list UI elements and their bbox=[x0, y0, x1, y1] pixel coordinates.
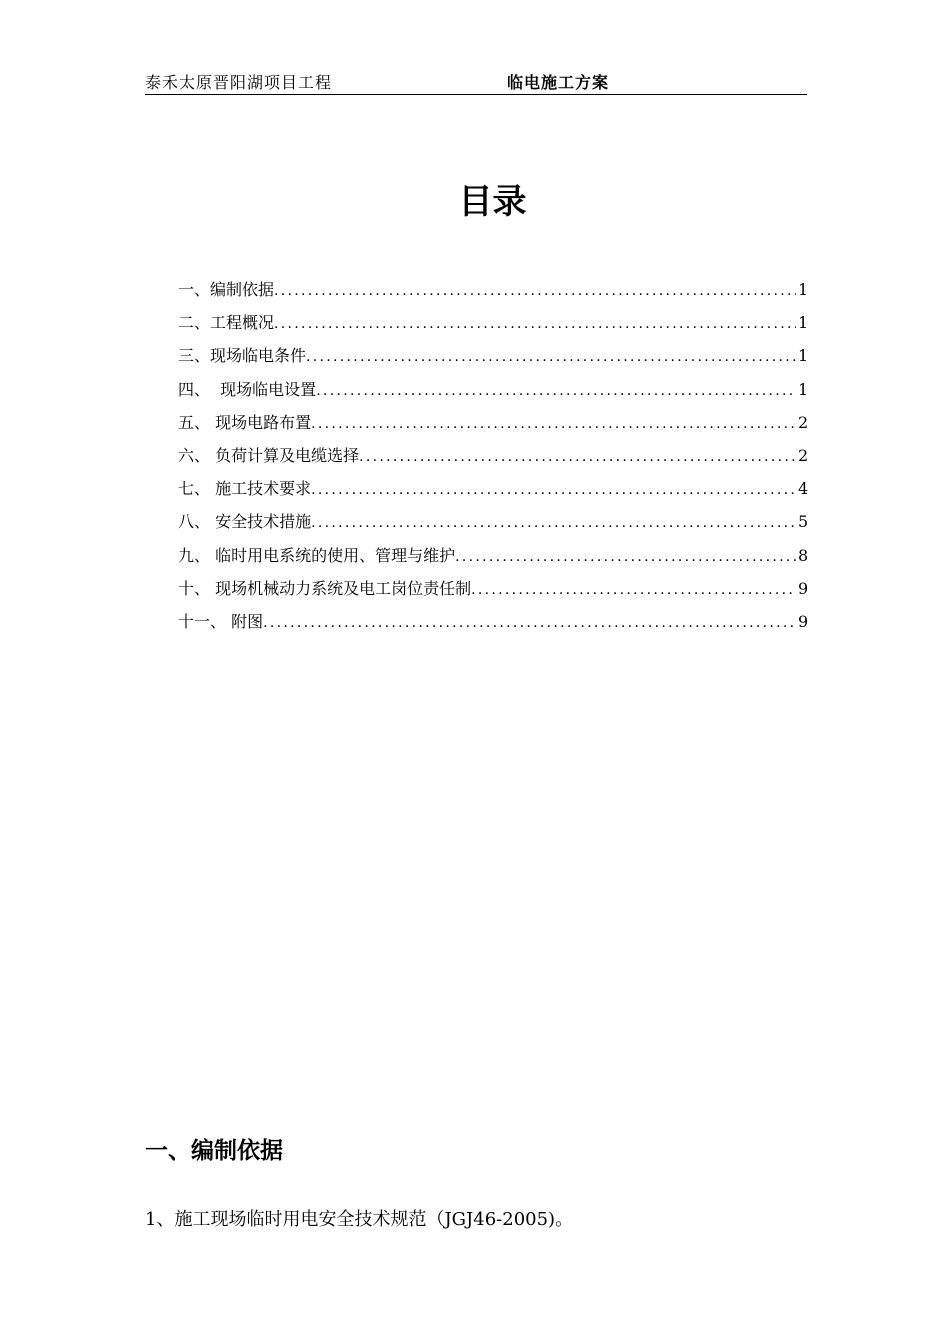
toc-entry-label: 八、 安全技术措施 bbox=[178, 512, 312, 532]
toc-entry-page: 8 bbox=[798, 545, 809, 565]
toc-entry-label: 九、 临时用电系统的使用、管理与维护 bbox=[178, 545, 456, 565]
page-header bbox=[145, 66, 807, 95]
toc-entry-label: 五、 现场电路布置 bbox=[178, 412, 312, 432]
table-of-contents bbox=[178, 276, 808, 641]
toc-leader-dots bbox=[316, 377, 796, 405]
toc-entry[interactable] bbox=[178, 542, 808, 575]
body-paragraph: 1、施工现场临时用电安全技术规范（JGJ46-2005)。 bbox=[145, 1209, 574, 1230]
toc-entry-label: 四、 现场临电设置 bbox=[178, 379, 317, 399]
toc-leader-dots bbox=[455, 543, 796, 571]
toc-entry[interactable] bbox=[178, 508, 808, 541]
toc-entry-page: 1 bbox=[798, 280, 809, 299]
toc-entry-label: 六、 负荷计算及电缆选择 bbox=[178, 445, 360, 465]
toc-entry[interactable] bbox=[178, 575, 808, 608]
toc-entry-label: 十一、 附图 bbox=[178, 611, 264, 631]
toc-entry-label: 三、现场临电条件 bbox=[178, 346, 307, 366]
toc-leader-dots bbox=[274, 277, 796, 305]
toc-entry[interactable] bbox=[178, 309, 808, 342]
toc-leader-dots bbox=[306, 343, 796, 371]
toc-entry[interactable] bbox=[178, 342, 808, 375]
toc-entry[interactable] bbox=[178, 442, 808, 475]
toc-entry[interactable] bbox=[178, 276, 808, 309]
toc-entry[interactable] bbox=[178, 376, 808, 409]
toc-leader-dots bbox=[274, 310, 796, 338]
toc-entry-label: 一、编制依据 bbox=[178, 280, 275, 299]
toc-entry-page: 1 bbox=[798, 313, 809, 333]
toc-leader-dots bbox=[311, 509, 796, 537]
toc-entry-page: 5 bbox=[798, 512, 809, 532]
header-project-name: 泰禾太原晋阳湖项目工程 bbox=[145, 73, 333, 92]
toc-entry-page: 9 bbox=[798, 578, 809, 598]
toc-entry[interactable] bbox=[178, 409, 808, 442]
toc-title: 目录 bbox=[458, 182, 527, 222]
toc-leader-dots bbox=[359, 443, 796, 471]
toc-entry-label: 十、 现场机械动力系统及电工岗位责任制 bbox=[178, 578, 472, 598]
toc-entry-page: 1 bbox=[798, 346, 809, 366]
toc-entry-page: 4 bbox=[798, 479, 809, 499]
toc-leader-dots bbox=[311, 476, 796, 504]
toc-entry-page: 9 bbox=[798, 611, 809, 631]
toc-entry-page: 2 bbox=[798, 445, 809, 465]
toc-entry-page: 2 bbox=[798, 412, 809, 432]
toc-entry-page: 1 bbox=[798, 379, 809, 399]
toc-entry[interactable] bbox=[178, 608, 808, 641]
section-heading: 一、编制依据 bbox=[145, 1138, 283, 1164]
toc-leader-dots bbox=[311, 410, 796, 438]
toc-leader-dots bbox=[471, 576, 796, 604]
toc-entry-label: 七、 施工技术要求 bbox=[178, 479, 312, 499]
header-document-name: 临电施工方案 bbox=[507, 73, 610, 92]
toc-leader-dots bbox=[263, 609, 796, 637]
toc-entry[interactable] bbox=[178, 475, 808, 508]
toc-entry-label: 二、工程概况 bbox=[178, 313, 275, 333]
